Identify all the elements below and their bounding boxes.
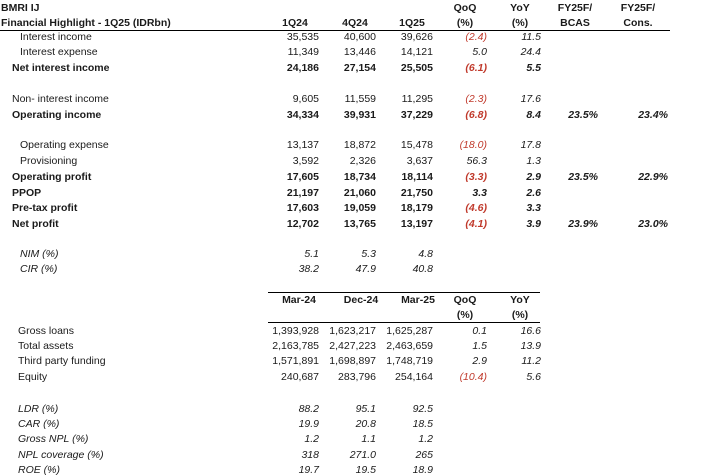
qoq-cell: (4.6) (465, 202, 487, 214)
value-cell: 19,059 (343, 202, 376, 214)
value-cell: 1,625,287 (386, 325, 433, 337)
yoy-cell: 3.9 (526, 218, 541, 230)
yoy-cell: 17.8 (520, 139, 541, 151)
value-cell: 4.8 (418, 248, 433, 260)
value-cell: 18,734 (343, 171, 376, 183)
qoq-cell: 2.9 (472, 355, 487, 367)
value-cell: 11,295 (401, 93, 433, 105)
value-cell: 2,326 (349, 155, 376, 167)
col-header-cons-top: FY25F/ (620, 2, 656, 14)
row-label: LDR (%) (18, 403, 59, 415)
col-header-1q24: 1Q24 (282, 17, 308, 29)
col-header-bcas-bottom: BCAS (560, 17, 590, 29)
value-cell: 5.1 (304, 248, 319, 260)
bs-col-header-yoy: YoY (510, 294, 530, 306)
value-cell: 17,603 (286, 202, 319, 214)
value-cell: 19.9 (298, 418, 319, 430)
value-cell: 1,698,897 (329, 355, 376, 367)
bs-col-header-mar24: Mar-24 (282, 294, 316, 306)
value-cell: 88.2 (298, 403, 319, 415)
value-cell: 3,592 (292, 155, 319, 167)
qoq-cell: 56.3 (466, 155, 487, 167)
value-cell: 13,137 (286, 139, 319, 151)
value-cell: 1,393,928 (272, 325, 319, 337)
value-cell: 18.9 (412, 464, 433, 476)
col-header-4q24: 4Q24 (342, 17, 368, 29)
row-label: Operating profit (12, 171, 92, 183)
row-label: NIM (%) (20, 248, 59, 260)
qoq-cell: (6.1) (465, 62, 487, 74)
yoy-cell: 3.3 (526, 202, 541, 214)
row-label: Gross NPL (%) (18, 433, 89, 445)
qoq-cell: (6.8) (465, 109, 487, 121)
row-label: Provisioning (20, 155, 78, 167)
yoy-cell: 11.5 (521, 31, 541, 43)
value-cell: 17,605 (286, 171, 319, 183)
fy25f-cons-cell: 22.9% (638, 171, 668, 183)
value-cell: 13,197 (400, 218, 433, 230)
col-header-yoy-unit: (%) (511, 17, 529, 29)
col-header-yoy: YoY (510, 2, 530, 14)
value-cell: 2,463,659 (386, 340, 433, 352)
value-cell: 2,427,223 (329, 340, 376, 352)
value-cell: 283,796 (338, 371, 376, 383)
row-label: ROE (%) (18, 464, 60, 476)
value-cell: 40.8 (412, 263, 433, 275)
row-label: Operating expense (20, 139, 109, 151)
bs-col-header-yoy-unit: (%) (511, 309, 529, 321)
ticker-title: BMRI IJ (1, 2, 40, 14)
col-header-qoq: QoQ (453, 2, 477, 14)
bs-col-header-dec24: Dec-24 (343, 294, 379, 306)
qoq-cell: (4.1) (465, 218, 487, 230)
value-cell: 21,750 (400, 187, 433, 199)
row-label: Interest income (20, 31, 92, 43)
value-cell: 27,154 (343, 62, 376, 74)
value-cell: 21,197 (286, 187, 319, 199)
value-cell: 2,163,785 (272, 340, 319, 352)
table-subtitle: Financial Highlight - 1Q25 (IDRbn) (1, 17, 171, 29)
value-cell: 14,121 (400, 46, 433, 58)
qoq-cell: (2.3) (465, 93, 487, 105)
yoy-cell: 24.4 (520, 46, 541, 58)
value-cell: 11,559 (344, 93, 376, 105)
row-label: Pre-tax profit (12, 202, 78, 214)
value-cell: 18.5 (412, 418, 433, 430)
fy25f-cons-cell: 23.0% (638, 218, 668, 230)
value-cell: 265 (415, 449, 433, 461)
value-cell: 39,931 (343, 109, 376, 121)
value-cell: 35,535 (286, 31, 319, 43)
value-cell: 18,114 (401, 171, 433, 183)
value-cell: 1.2 (304, 433, 319, 445)
value-cell: 95.1 (355, 403, 376, 415)
bs-col-header-mar25: Mar-25 (401, 294, 435, 306)
value-cell: 5.3 (361, 248, 376, 260)
yoy-cell: 16.6 (520, 325, 541, 337)
row-label: PPOP (12, 187, 42, 199)
value-cell: 12,702 (286, 218, 319, 230)
value-cell: 47.9 (355, 263, 376, 275)
value-cell: 1,623,217 (329, 325, 376, 337)
yoy-cell: 17.6 (520, 93, 541, 105)
yoy-cell: 13.9 (520, 340, 541, 352)
value-cell: 1,571,891 (272, 355, 319, 367)
value-cell: 38.2 (298, 263, 319, 275)
bs-header-bottom-rule (268, 322, 540, 323)
col-header-qoq-unit: (%) (456, 17, 474, 29)
value-cell: 20.8 (355, 418, 376, 430)
row-label: Operating income (12, 109, 102, 121)
col-header-bcas-top: FY25F/ (557, 2, 593, 14)
row-label: Gross loans (18, 325, 75, 337)
value-cell: 271.0 (349, 449, 376, 461)
value-cell: 318 (301, 449, 319, 461)
row-label: CIR (%) (20, 263, 58, 275)
col-header-cons-bottom: Cons. (623, 17, 653, 29)
value-cell: 254,164 (395, 371, 433, 383)
value-cell: 1.1 (361, 433, 376, 445)
value-cell: 18,179 (400, 202, 433, 214)
value-cell: 92.5 (412, 403, 433, 415)
qoq-cell: 1.5 (472, 340, 487, 352)
bs-col-header-qoq: QoQ (453, 294, 477, 306)
bs-col-header-qoq-unit: (%) (456, 309, 474, 321)
value-cell: 11,349 (287, 46, 319, 58)
value-cell: 9,605 (292, 93, 319, 105)
value-cell: 1.2 (418, 433, 433, 445)
value-cell: 24,186 (286, 62, 319, 74)
value-cell: 34,334 (286, 109, 319, 121)
qoq-cell: 3.3 (472, 187, 487, 199)
yoy-cell: 1.3 (526, 155, 541, 167)
yoy-cell: 8.4 (526, 109, 541, 121)
row-label: CAR (%) (18, 418, 60, 430)
row-label: Total assets (18, 340, 74, 352)
row-label: NPL coverage (%) (18, 449, 104, 461)
qoq-cell: 5.0 (472, 46, 487, 58)
qoq-cell: (10.4) (459, 371, 487, 383)
value-cell: 18,872 (343, 139, 376, 151)
value-cell: 39,626 (400, 31, 433, 43)
fy25f-bcas-cell: 23.5% (568, 109, 598, 121)
fy25f-cons-cell: 23.4% (638, 109, 668, 121)
value-cell: 19.5 (355, 464, 376, 476)
row-label: Net interest income (12, 62, 110, 74)
yoy-cell: 5.5 (526, 62, 541, 74)
qoq-cell: (18.0) (459, 139, 487, 151)
value-cell: 37,229 (400, 109, 433, 121)
value-cell: 1,748,719 (386, 355, 433, 367)
row-label: Net profit (12, 218, 59, 230)
bs-header-top-rule (268, 292, 540, 293)
value-cell: 13,446 (343, 46, 376, 58)
qoq-cell: (2.4) (465, 31, 487, 43)
fy25f-bcas-cell: 23.9% (568, 218, 598, 230)
yoy-cell: 11.2 (521, 355, 541, 367)
value-cell: 40,600 (343, 31, 376, 43)
value-cell: 25,505 (400, 62, 433, 74)
value-cell: 3,637 (406, 155, 433, 167)
col-header-1q25: 1Q25 (399, 17, 425, 29)
fy25f-bcas-cell: 23.5% (568, 171, 598, 183)
row-label: Interest expense (20, 46, 98, 58)
yoy-cell: 2.9 (526, 171, 541, 183)
qoq-cell: 0.1 (472, 325, 487, 337)
value-cell: 19.7 (298, 464, 319, 476)
value-cell: 15,478 (400, 139, 433, 151)
row-label: Equity (18, 371, 48, 383)
qoq-cell: (3.3) (465, 171, 487, 183)
value-cell: 13,765 (343, 218, 376, 230)
row-label: Non- interest income (12, 93, 109, 105)
yoy-cell: 5.6 (526, 371, 541, 383)
value-cell: 240,687 (281, 371, 319, 383)
value-cell: 21,060 (343, 187, 376, 199)
yoy-cell: 2.6 (526, 187, 541, 199)
row-label: Third party funding (18, 355, 106, 367)
